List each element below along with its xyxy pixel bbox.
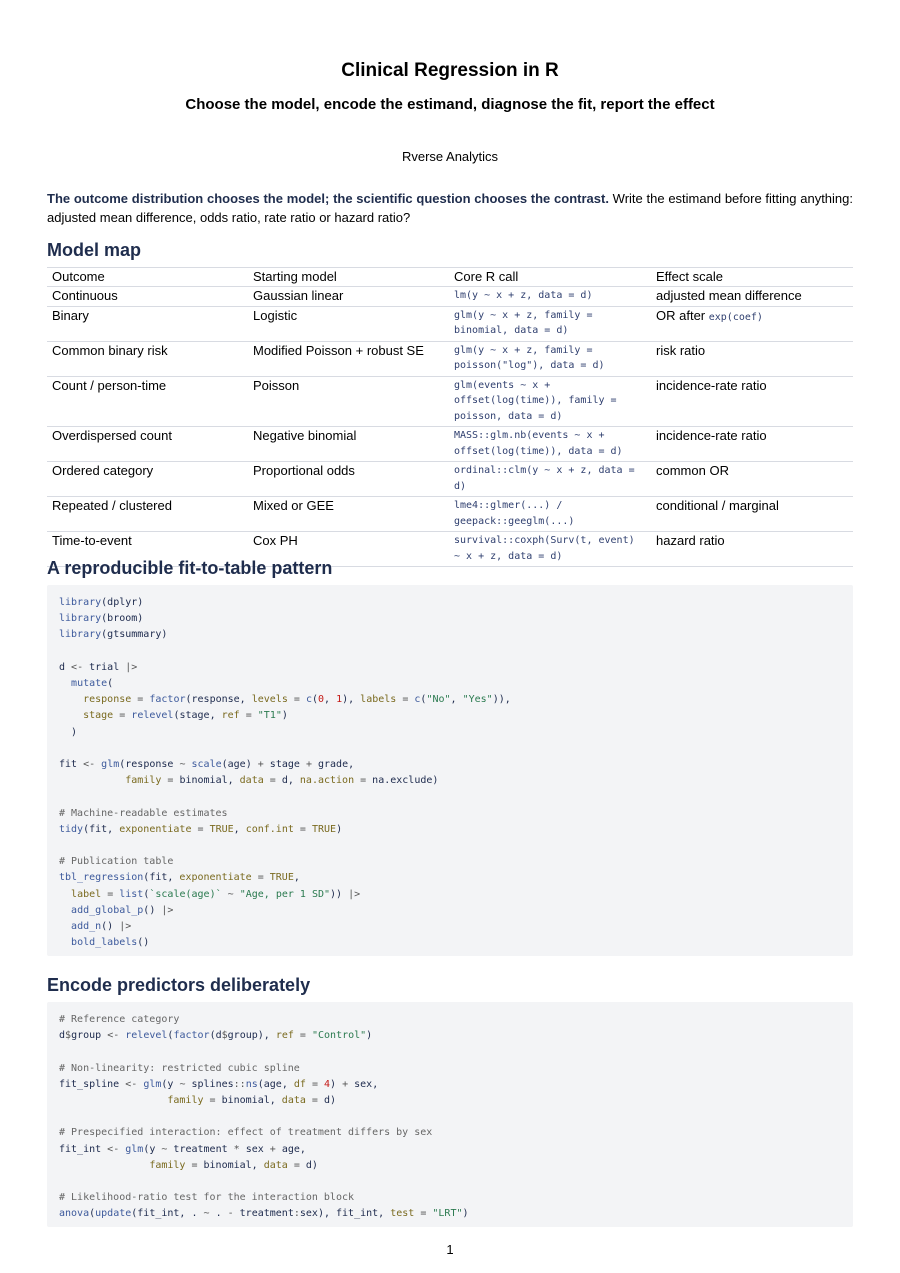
outcome-cell: Common binary risk xyxy=(47,341,248,376)
model-cell: Modified Poisson + robust SE xyxy=(248,341,449,376)
document-subtitle: Choose the model, encode the estimand, diagnose the fit, report the effect xyxy=(185,96,715,113)
document-title: Clinical Regression in R xyxy=(341,60,559,81)
model-cell: Proportional odds xyxy=(248,462,449,497)
r-call-cell: glm(y ~ x + z, family = poisson("log"), data = d) xyxy=(449,341,651,376)
intro-rest: Write the estimand before fitting anything: adjusted mean difference, odds ratio, rate ratio or hazard ratio? xyxy=(47,191,853,225)
model-cell: Negative binomial xyxy=(248,427,449,462)
effect-cell: common OR xyxy=(651,462,853,497)
intro-lead: The outcome distribution chooses the model; the scientific question chooses the contrast. xyxy=(47,191,609,206)
page-number: 1 xyxy=(446,1242,454,1257)
table-header: Starting model xyxy=(248,268,449,287)
effect-cell: conditional / marginal xyxy=(651,497,853,532)
table-header: Core R call xyxy=(449,268,651,287)
table-row xyxy=(47,462,853,497)
effect-cell: adjusted mean difference xyxy=(651,287,853,307)
model-cell: Mixed or GEE xyxy=(248,497,449,532)
effect-cell: hazard ratio xyxy=(651,532,853,567)
r-call-cell: lme4::glmer(...) / geepack::geeglm(...) xyxy=(449,497,651,532)
outcome-cell: Repeated / clustered xyxy=(47,497,248,532)
outcome-cell: Binary xyxy=(47,306,248,341)
outcome-cell: Overdispersed count xyxy=(47,427,248,462)
table-row xyxy=(47,497,853,532)
outcome-cell: Time-to-event xyxy=(47,532,248,567)
model-cell: Gaussian linear xyxy=(248,287,449,307)
table-row xyxy=(47,341,853,376)
table-header: Effect scale xyxy=(651,268,853,287)
intro-paragraph xyxy=(47,190,853,227)
table-row xyxy=(47,376,853,427)
code-listing: # Reference category d$group <- relevel(factor(d$group), ref = "Control") # Non-linearity: restricted cubic spline fit_spline <- glm(y ~ splines::ns(age, df = 4) + sex, family = binomial, data = d) # Prespecified interaction: effect of treatment differs by sex fit_int <- glm(y ~ treatment * sex + age, family = binomial, data = d) # Likelihood-ratio test for the interaction block anova(update(fit_int, . ~ . - treatment:sex), fit_int, test = "LRT") xyxy=(59,1014,469,1220)
effect-code: exp(coef) xyxy=(708,311,763,323)
section-heading-encode: Encode predictors deliberately xyxy=(47,975,311,995)
r-call-cell: MASS::glm.nb(events ~ x + offset(log(time)), data = d) xyxy=(449,427,651,462)
model-cell: Cox PH xyxy=(248,532,449,567)
section-heading-fit-pattern: A reproducible fit-to-table pattern xyxy=(47,558,333,578)
r-call-cell: glm(events ~ x + offset(log(time)), family = poisson, data = d) xyxy=(449,376,651,427)
table-header-row xyxy=(47,268,853,287)
outcome-cell: Ordered category xyxy=(47,462,248,497)
code-listing: library(dplyr) library(broom) library(gtsummary) d <- trial |> mutate( response = factor(response, levels = c(0, 1), labels = c("No", "Yes")), stage = relevel(stage, ref = "T1") ) fit <- glm(response ~ scale(age) + stage + grade, family = binomial, data = d, na.action = na.exclude) # Machine-readable estimates tidy(fit, exponentiate = TRUE, conf.int = TRUE) # Publication table tbl_regression(fit, exponentiate = TRUE, label = list(`scale(age)` ~ "Age, per 1 SD")) |> add_global_p() |> add_n() |> bold_labels() xyxy=(59,597,511,949)
table-row xyxy=(47,306,853,341)
table-header: Outcome xyxy=(47,268,248,287)
effect-cell: incidence-rate ratio xyxy=(651,376,853,427)
model-cell: Logistic xyxy=(248,306,449,341)
r-call-cell: survival::coxph(Surv(t, event) ~ x + z, data = d) xyxy=(449,532,651,567)
outcome-cell: Count / person-time xyxy=(47,376,248,427)
section-heading-model-map: Model map xyxy=(47,240,142,260)
code-block-encode xyxy=(47,1002,853,1227)
effect-cell: incidence-rate ratio xyxy=(651,427,853,462)
outcome-cell: Continuous xyxy=(47,287,248,307)
model-cell: Poisson xyxy=(248,376,449,427)
model-map-table xyxy=(47,267,853,567)
effect-text: OR after xyxy=(656,307,706,323)
r-call-cell: ordinal::clm(y ~ x + z, data = d) xyxy=(449,462,651,497)
effect-cell xyxy=(651,306,853,341)
effect-cell: risk ratio xyxy=(651,341,853,376)
author: Rverse Analytics xyxy=(401,149,499,164)
r-call-cell: lm(y ~ x + z, data = d) xyxy=(449,287,651,307)
table-row xyxy=(47,287,853,307)
table-row xyxy=(47,427,853,462)
r-call-cell: glm(y ~ x + z, family = binomial, data = d) xyxy=(449,306,651,341)
code-block-fit-pattern xyxy=(47,585,853,956)
